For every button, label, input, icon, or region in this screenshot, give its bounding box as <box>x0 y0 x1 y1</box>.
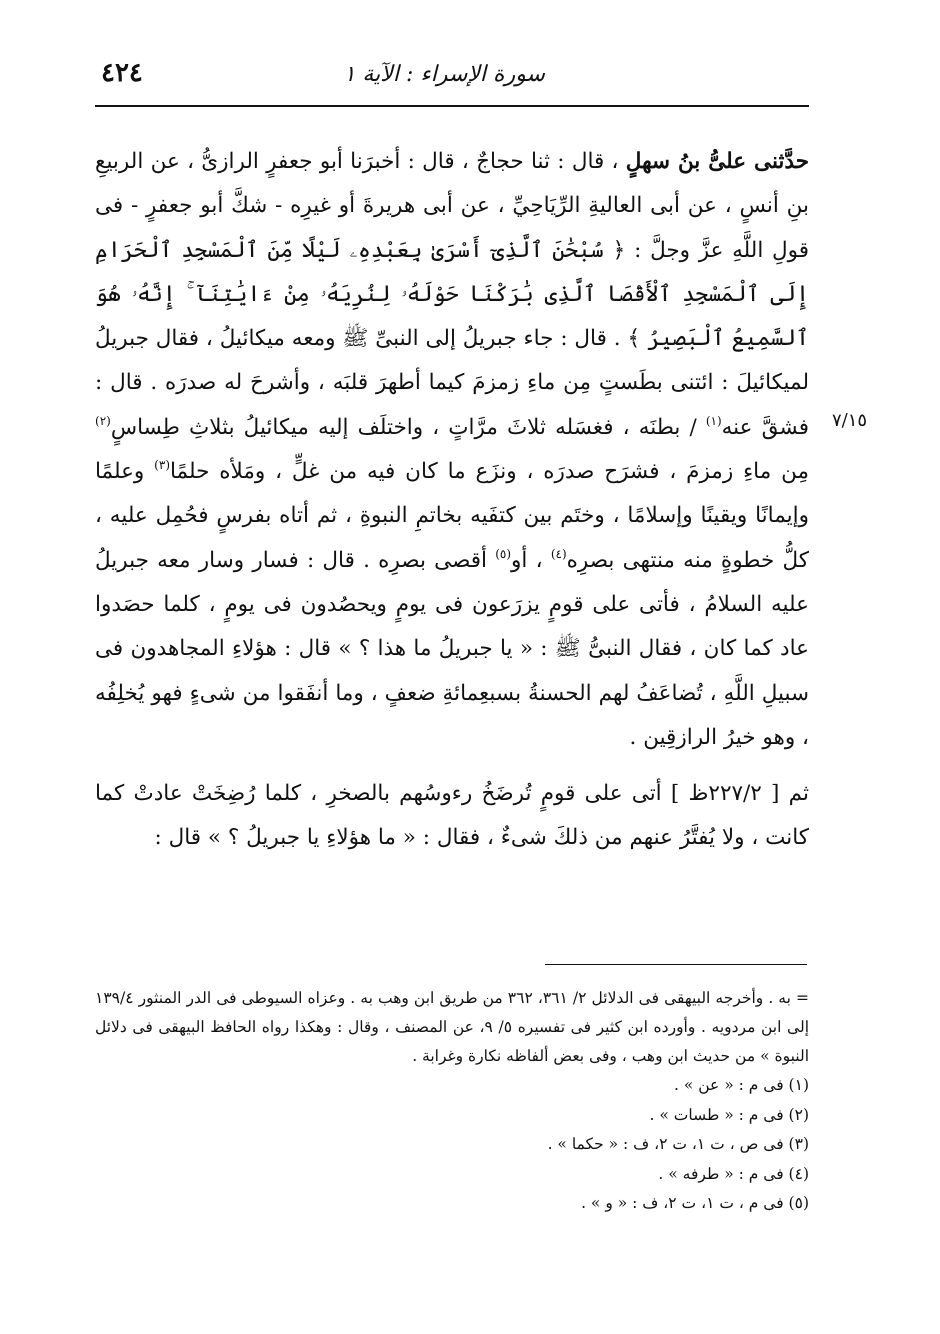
footnote-continuation: = به . وأخرجه البيهقى فى الدلائل ٢/ ٣٦١، ٣٦٢ من طريق ابن وهب به . وعزاه السيوطى فى الدر المنثور ١٣٩/٤ إلى ابن مردويه . وأورده ابن كثير فى تفسيره ٥/ ٩، عن المصنف ، وقال : وهكذا رواه الحافظ البيهقى فى دلائل النبوة » من حديث ابن وهب ، وفى بعض ألفاظه نكارة وغرابة . <box>95 989 810 1065</box>
footnote-marker-4[interactable]: (٤) <box>550 546 567 561</box>
footnote-marker-5[interactable]: (٥) <box>495 546 512 561</box>
quran-verse: ﴿ سُبْحَٰنَ ٱلَّذِىٓ أَسْرَىٰ بِعَبْدِهِۦ لَيْلًا مِّنَ ٱلْمَسْجِدِ ٱلْحَرَامِ إِلَى ٱلْمَسْجِدِ ٱلْأَقْصَا ٱلَّذِى بَٰرَكْنَا حَوْلَهُۥ لِنُرِيَهُۥ مِنْ ءَايَٰتِنَآ ۚ إِنَّهُۥ هُوَ ٱلسَّمِيعُ ٱلْبَصِيرُ ﴾ <box>95 237 809 352</box>
isnad-lead: حدَّثنى علىُّ بنُ سهلٍ <box>625 149 809 174</box>
text-segment: أقصى بصرِه . قال : فسار وسار معه جبريلُ عليه السلامُ ، فأتى على قومٍ يزرَعون فى يومٍ ويحصُدون فى يومٍ ، كلما حصَدوا عاد كما كان ، فقال النبىُّ ﷺ : « يا جبريلُ ما هذا ؟ » قال : هؤلاءِ المجاهدون فى سبيلِ اللَّهِ ، تُضاعَفُ لهم الحسنةُ بسبعِمائةِ ضعفٍ ، وما أنفَقوا من شىءٍ فهو يُخلِفُه ، وهو خيرُ الرازقِين . <box>95 547 809 750</box>
footnote-item: (٢) فى م : « طسات » . <box>649 1105 809 1124</box>
manuscript-margin-reference: ٧/١٥ <box>832 410 868 431</box>
page-header <box>95 56 810 96</box>
page-number: ٤٢٤ <box>101 58 143 88</box>
footnote-marker-2[interactable]: (٢) <box>95 413 111 428</box>
text-segment: . قال : جاء جبريلُ إلى النبىِّ ﷺ ومعه ميكائيلُ ، فقال جبريلُ لميكائيلَ : ائتنى بطَستٍ مِن ماءِ زمزمَ كيما أطهرَ قلبَه ، وأشرحَ له صدرَه . قال : فشقَّ عنه <box>95 326 809 440</box>
header-divider <box>95 105 809 107</box>
text-segment: ، أو <box>511 547 543 573</box>
footnote-item: (١) فى م : « عن » . <box>673 1076 809 1094</box>
footnote-item: (٣) فى ص ، ت ١، ت ٢، ف : « حكما » . <box>547 1135 809 1153</box>
text-segment: / بطنَه ، فغسَله ثلاثَ مرَّاتٍ ، واختلَف إليه ميكائيلُ بثلاثِ طِساسٍ <box>110 414 697 440</box>
paragraph-1 <box>95 140 809 760</box>
footnote-marker-1[interactable]: (١) <box>705 413 722 428</box>
footnotes <box>95 984 809 1219</box>
footnote-item: (٤) فى م : « طرفه » . <box>658 1164 809 1183</box>
running-title: سورة الإسراء : الآية ١ <box>343 62 545 87</box>
text-segment: مِن ماءِ زمزمَ ، فشرَح صدرَه ، ونزَع ما كان فيه من غلٍّ ، ومَلأه حلمًا <box>170 459 809 485</box>
text-segment: ثم [ ٢٢٧/٢ظ ] أتى على قومٍ تُرضَخُ رءوسُهم بالصخرِ ، كلما رُضِخَتْ عادتْ كما كانت ، ولا يُفتَّرُ عنهم من ذلكَ شىءٌ ، فقال : « ما هؤلاءِ يا جبريلُ ؟ » قال : <box>95 781 809 851</box>
footnote-divider <box>545 964 807 965</box>
footnote-item: (٥) فى م ، ت ١، ت ٢، ف : « و » . <box>581 1194 809 1212</box>
footnote-marker-3[interactable]: (٣) <box>154 458 170 473</box>
text-segment: ، قال : ثنا حجاجٌ ، قال : أخبرَنا أبو جعفرٍ الرازىُّ ، عن الربيعِ بنِ أنسٍ ، عن أبى العاليةِ الرِّيَاحِيِّ ، عن أبى هريرةَ أو غيرِه - شكَّ أبو جعفرٍ - فى قولِ اللَّهِ عزَّ وجلَّ : <box>95 149 809 263</box>
main-text <box>95 140 809 861</box>
paragraph-2 <box>95 772 809 861</box>
text-segment: وعلمًا وإيمانًا ويقينًا وإسلامًا ، وختَم بين كتفَيه بخاتمِ النبوةِ ، ثم أتاه بفرسٍ فحُمِل عليه ، كلُّ خطوةٍ منه منتهى بصرِه <box>95 459 809 573</box>
